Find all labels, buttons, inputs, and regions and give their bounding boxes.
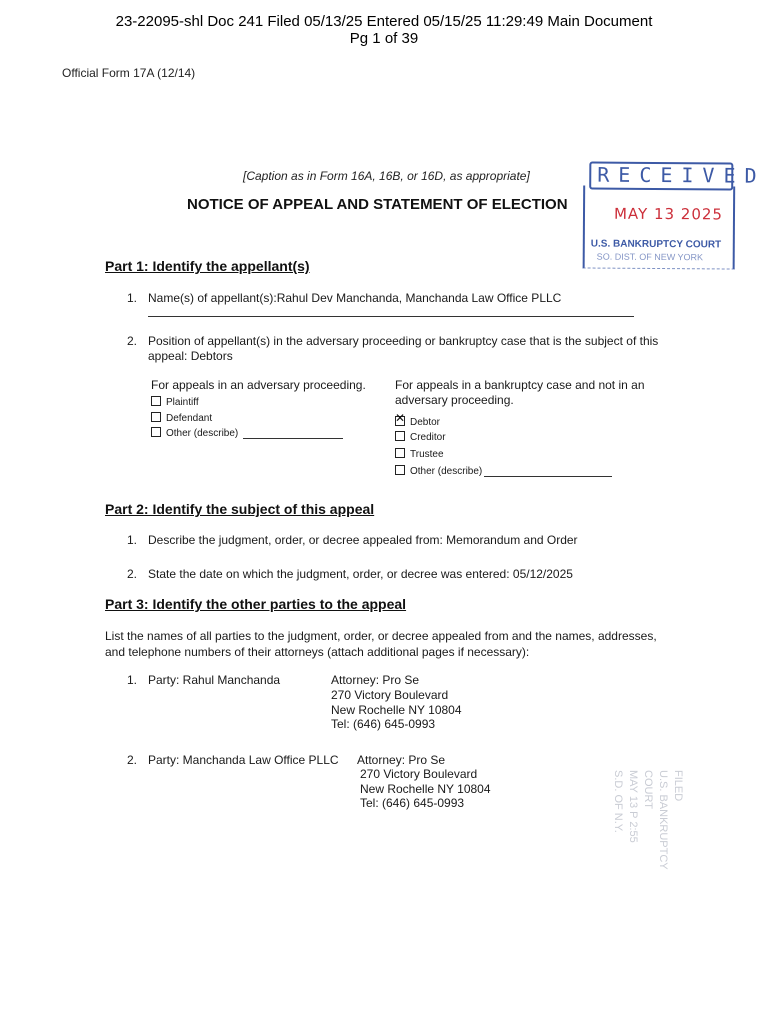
part2-item1-number: 1. <box>127 533 138 547</box>
part3-heading: Part 3: Identify the other parties to the appeal <box>105 596 407 612</box>
appellant-position-line1: Position of appellant(s) in the adversary proceeding or bankruptcy case that is the subject of this <box>148 334 659 348</box>
plaintiff-label: Plaintiff <box>166 397 199 408</box>
party2-address1: 270 Victory Boulevard <box>360 767 478 781</box>
plaintiff-checkbox[interactable] <box>151 396 161 406</box>
defendant-checkbox[interactable] <box>151 412 161 422</box>
party1-name: Party: Rahul Manchanda <box>148 673 281 687</box>
party2-number: 2. <box>127 753 138 767</box>
bankruptcy-other-label: Other (describe) <box>410 466 483 477</box>
bankruptcy-other-underline <box>484 476 612 477</box>
adversary-other-underline <box>243 438 343 439</box>
bankruptcy-option-other[interactable] <box>395 465 482 477</box>
creditor-label: Creditor <box>410 432 446 443</box>
filed-stamp-line2: U.S. BANKRUPTCY COURT <box>642 770 669 870</box>
received-stamp-court: U.S. BANKRUPTCY COURT <box>590 238 722 251</box>
bankruptcy-other-checkbox[interactable] <box>395 465 405 475</box>
caption-instruction: [Caption as in Form 16A, 16B, or 16D, as appropriate] <box>243 169 530 183</box>
bankruptcy-option-creditor[interactable] <box>395 431 446 443</box>
appellant-names: Name(s) of appellant(s):Rahul Dev Manchanda, Manchanda Law Office PLLC <box>148 291 562 305</box>
party1-tel: Tel: (646) 645-0993 <box>331 717 436 731</box>
part2-heading: Part 2: Identify the subject of this appeal <box>105 501 375 517</box>
adversary-option-plaintiff[interactable] <box>151 396 199 408</box>
appellant-position-line2: appeal: Debtors <box>148 349 233 363</box>
filed-stamp-line4: S.D. OF N.Y. <box>612 770 624 833</box>
filing-header-page: Pg 1 of 39 <box>349 30 419 47</box>
judgment-description: Describe the judgment, order, or decree appealed from: Memorandum and Order <box>148 533 578 547</box>
court-filing-header <box>0 13 768 47</box>
adversary-other-checkbox[interactable] <box>151 427 161 437</box>
defendant-label: Defendant <box>166 413 213 424</box>
document-title: NOTICE OF APPEAL AND STATEMENT OF ELECTION <box>187 196 568 213</box>
party2-address2: New Rochelle NY 10804 <box>360 782 491 796</box>
received-stamp-district: SO. DIST. OF NEW YORK <box>596 251 704 263</box>
party1-attorney: Attorney: Pro Se <box>331 673 420 687</box>
filed-stamp-line1: FILED <box>672 770 684 802</box>
adversary-other-label: Other (describe) <box>166 428 239 439</box>
filed-stamp-line3: MAY 13 P 2:55 <box>627 770 639 843</box>
part3-intro-line2: and telephone numbers of their attorneys (attach additional pages if necessary): <box>105 645 530 659</box>
trustee-checkbox[interactable] <box>395 448 405 458</box>
bankruptcy-option-debtor[interactable] <box>395 416 440 428</box>
party2-tel: Tel: (646) 645-0993 <box>360 796 465 810</box>
received-stamp <box>583 159 766 270</box>
party1-address1: 270 Victory Boulevard <box>331 688 449 702</box>
part1-heading: Part 1: Identify the appellant(s) <box>105 258 310 274</box>
party1-number: 1. <box>127 673 138 687</box>
bankruptcy-heading-line2: adversary proceeding. <box>395 393 514 407</box>
filed-stamp <box>555 770 685 880</box>
adversary-option-defendant[interactable] <box>151 412 212 424</box>
part1-item2-number: 2. <box>127 334 138 348</box>
adversary-heading: For appeals in an adversary proceeding. <box>151 378 366 392</box>
debtor-checkbox[interactable] <box>395 416 405 426</box>
judgment-date: State the date on which the judgment, order, or decree was entered: 05/12/2025 <box>148 567 573 581</box>
bankruptcy-heading-line1: For appeals in a bankruptcy case and not in an <box>395 378 645 392</box>
party2-name: Party: Manchanda Law Office PLLC <box>148 753 339 767</box>
bankruptcy-option-trustee[interactable] <box>395 448 444 460</box>
received-stamp-label: RECEIVED <box>597 162 766 188</box>
appellant-names-underline <box>148 316 634 317</box>
form-identifier: Official Form 17A (12/14) <box>62 66 196 80</box>
trustee-label: Trustee <box>410 449 444 460</box>
part1-item1-number: 1. <box>127 291 138 305</box>
received-stamp-date: MAY 13 2025 <box>613 204 724 224</box>
debtor-label: Debtor <box>410 417 441 428</box>
part2-item2-number: 2. <box>127 567 138 581</box>
adversary-option-other[interactable] <box>151 427 238 439</box>
creditor-checkbox[interactable] <box>395 431 405 441</box>
part3-intro-line1: List the names of all parties to the judgment, order, or decree appealed from and the names, addresses, <box>105 629 657 643</box>
party1-address2: New Rochelle NY 10804 <box>331 703 462 717</box>
party2-attorney: Attorney: Pro Se <box>357 753 446 767</box>
filing-header-line1: 23-22095-shl Doc 241 Filed 05/13/25 Entered 05/15/25 11:29:49 Main Document <box>115 13 653 30</box>
